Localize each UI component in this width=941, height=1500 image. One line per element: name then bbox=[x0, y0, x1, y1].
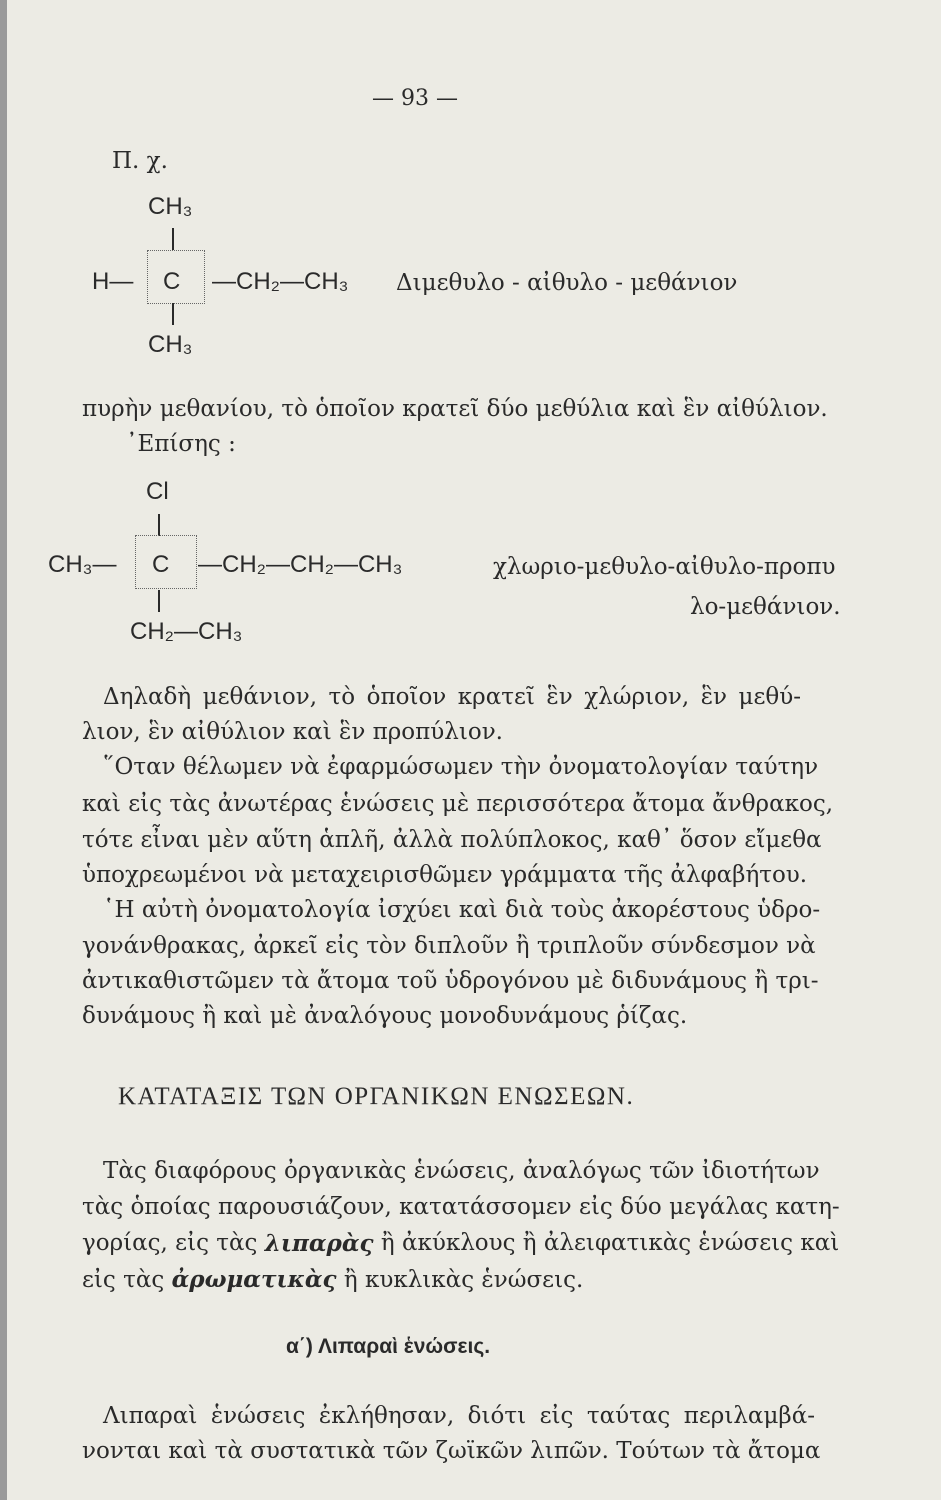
formula2-bond-down bbox=[158, 590, 160, 612]
formula1-compound-name: Διμεθυλο - αἰθυλο - μεθάνιον bbox=[396, 270, 738, 296]
formula2-bottom-group: CH₂—CH₃ bbox=[130, 618, 243, 645]
paragraph-2-line-2: λιον, ἓν αἰθύλιον καὶ ἓν προπύλιον. bbox=[82, 719, 503, 745]
paragraph-5-line-2: τὰς ὁποίας παρουσιάζουν, κατατάσσομεν εἰς δύο μεγάλας κατη- bbox=[82, 1194, 840, 1220]
formula1-left-group: H— bbox=[92, 268, 134, 295]
paragraph-6-line-2: νονται καὶ τὰ συστατικὰ τῶν ζωϊκῶν λιπῶν. Τούτων τὰ ἄτομα bbox=[82, 1438, 821, 1464]
formula2-name-line1: χλωριο-μεθυλο-αἰθυλο-προπυ bbox=[493, 554, 836, 580]
formula1-bottom-group: CH₃ bbox=[148, 331, 193, 358]
paragraph-4-line-2: γονάνθρακας, ἀρκεῖ εἰς τὸν διπλοῦν ἢ τριπλοῦν σύνδεσμον νὰ bbox=[82, 933, 816, 959]
formula2-center-carbon: C bbox=[152, 551, 170, 578]
paragraph-5-line-4 bbox=[82, 1268, 583, 1292]
formula1-bond-down bbox=[172, 303, 174, 325]
subheading: α΄) Λιπαραὶ ἑνώσεις. bbox=[286, 1335, 491, 1358]
paragraph-4-line-4: δυνάμους ἢ καὶ μὲ ἀναλόγους μονοδυνάμους ῥίζας. bbox=[82, 1003, 688, 1029]
formula1-bond-up bbox=[172, 228, 174, 250]
paragraph-3-line-3: τότε εἶναι μὲν αὕτη ἁπλῆ, ἀλλὰ πολύπλοκος, καθ᾿ ὅσον εἴμεθα bbox=[82, 827, 822, 853]
paragraph-5-line-4-end: ἢ κυκλικὰς ἑνώσεις. bbox=[336, 1267, 584, 1293]
term-lipara: λιπαρὰς bbox=[264, 1230, 374, 1257]
formula1-chain: —CH₂—CH₃ bbox=[212, 268, 349, 295]
example-label: Π. χ. bbox=[112, 148, 168, 174]
paragraph-5-line-3 bbox=[82, 1230, 840, 1257]
paragraph-1-line: πυρὴν μεθανίου, τὸ ὁποῖον κρατεῖ δύο μεθύλια καὶ ἓν αἰθύλιον. bbox=[82, 396, 828, 422]
formula2-left-group: CH₃— bbox=[48, 551, 117, 578]
page-number: — 93 — bbox=[372, 86, 458, 111]
formula2-top-group: Cl bbox=[146, 478, 169, 505]
paragraph-3-line-2: καὶ εἰς τὰς ἀνωτέρας ἑνώσεις μὲ περισσότερα ἄτομα ἄνθρακος, bbox=[82, 791, 834, 817]
also-label: ᾿Επίσης : bbox=[126, 431, 236, 457]
paragraph-5-line-4-start: εἰς τὰς bbox=[82, 1267, 172, 1293]
paragraph-5-line-1: Τὰς διαφόρους ὀργανικὰς ἑνώσεις, ἀναλόγως τῶν ἰδιοτήτων bbox=[103, 1158, 820, 1184]
section-heading: ΚΑΤΑΤΑΞΙΣ ΤΩΝ ΟΡΓΑΝΙΚΩΝ ΕΝΩΣΕΩΝ. bbox=[118, 1083, 635, 1110]
paragraph-6-line-1: Λιπαραὶ ἑνώσεις ἐκλήθησαν, διότι εἰς ταύτας περιλαμβά- bbox=[103, 1403, 815, 1429]
formula1-center-carbon: C bbox=[163, 268, 181, 295]
paragraph-2-line-1: Δηλαδὴ μεθάνιον, τὸ ὁποῖον κρατεῖ ἓν χλώριον, ἓν μεθύ- bbox=[103, 684, 801, 710]
formula2-name-line2: λο-μεθάνιον. bbox=[690, 594, 841, 620]
paragraph-4-line-3: ἀντικαθιστῶμεν τὰ ἄτομα τοῦ ὑδρογόνου μὲ διδυνάμους ἢ τρι- bbox=[82, 968, 819, 994]
paragraph-3-line-4: ὑποχρεωμένοι νὰ μεταχειρισθῶμεν γράμματα τῆς ἀλφαβήτου. bbox=[82, 862, 808, 888]
page-edge-shadow bbox=[0, 0, 7, 1500]
paragraph-4-line-1: ῾Η αὐτὴ ὀνοματολογία ἰσχύει καὶ διὰ τοὺς ἀκορέστους ὑδρο- bbox=[103, 897, 821, 923]
paragraph-5-line-3-start: γορίας, εἰς τὰς bbox=[82, 1230, 265, 1256]
paragraph-3-line-1: ῞Οταν θέλωμεν νὰ ἐφαρμώσωμεν τὴν ὀνοματολογίαν ταύτην bbox=[103, 754, 819, 780]
formula2-chain: —CH₂—CH₂—CH₃ bbox=[198, 551, 403, 578]
paragraph-5-line-3-end: ἢ ἀκύκλους ἢ ἀλειφατικὰς ἑνώσεις καὶ bbox=[373, 1230, 840, 1256]
term-aromatika: ἀρωματικὰς bbox=[171, 1266, 337, 1293]
formula1-top-group: CH₃ bbox=[148, 193, 193, 220]
formula2-bond-up bbox=[158, 514, 160, 536]
